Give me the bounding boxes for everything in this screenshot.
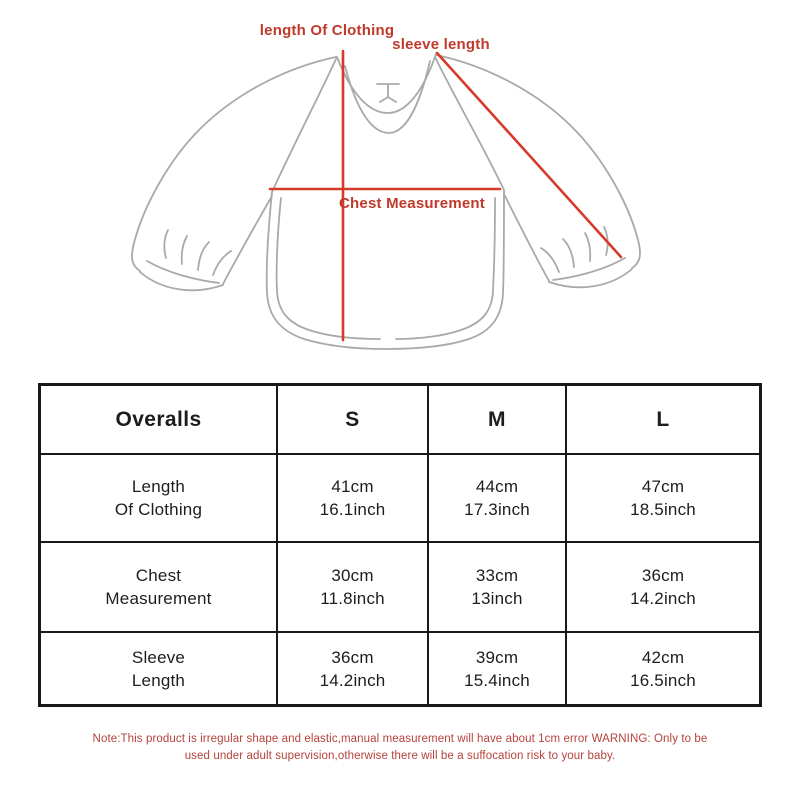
header-overalls-label: Overalls	[115, 407, 202, 431]
value-cm: 36cm	[331, 647, 374, 667]
value-inch: 16.5inch	[630, 670, 696, 690]
value-cm: 33cm	[475, 566, 519, 585]
row-label-length	[41, 455, 278, 543]
chest-m-value	[429, 543, 567, 633]
row-label-line1: Sleeve	[131, 647, 186, 667]
value-inch: 14.2inch	[319, 670, 386, 690]
value-inch: 17.3inch	[464, 500, 530, 519]
value-inch: 18.5inch	[630, 500, 696, 519]
row-label-line2: Of Clothing	[114, 500, 203, 519]
warning-note	[38, 731, 762, 765]
length-l-value	[567, 455, 759, 543]
sleeve-l-value	[567, 633, 759, 704]
sleeve-m-value	[429, 633, 567, 704]
left-cuff	[140, 261, 223, 290]
left-sleeve-inner	[223, 196, 272, 284]
value-cm: 44cm	[475, 477, 519, 496]
header-overalls	[41, 386, 278, 455]
header-m-label: M	[488, 407, 506, 431]
row-label-line1: Chest	[135, 566, 182, 585]
value-cm: 30cm	[331, 566, 374, 585]
sleeve-length-label: sleeve length	[392, 36, 490, 53]
garment-drawing	[0, 0, 800, 375]
row-label-line2: Measurement	[105, 589, 212, 608]
length-of-clothing-label: length Of Clothing	[259, 22, 395, 39]
row-label-sleeve	[41, 633, 278, 704]
length-m-value	[429, 455, 567, 543]
value-cm: 41cm	[331, 477, 374, 496]
chest-l-value	[567, 543, 759, 633]
sleeve-s-value	[278, 633, 429, 704]
value-cm: 42cm	[641, 647, 685, 667]
left-raglan-seam	[272, 59, 336, 192]
left-cuff-gathers	[164, 230, 231, 275]
sleeve-measure-line	[437, 53, 621, 257]
value-cm: 47cm	[641, 477, 685, 496]
chest-measurement-label: Chest Measurement	[339, 195, 485, 212]
value-inch: 11.8inch	[320, 589, 385, 608]
warning-note-line1: Note:This product is irregular shape and elastic,manual measurement will have about 1cm error WARNING: Only to be	[92, 733, 708, 745]
value-inch: 14.2inch	[630, 589, 696, 608]
size-table	[38, 383, 762, 707]
right-raglan-seam	[435, 57, 504, 190]
header-size-l	[567, 386, 759, 455]
right-sleeve-inner	[504, 194, 549, 281]
value-cm: 36cm	[641, 566, 685, 585]
header-size-s	[278, 386, 429, 455]
right-cuff-gathers	[541, 227, 608, 272]
value-inch: 13inch	[471, 589, 523, 608]
value-cm: 39cm	[475, 647, 519, 667]
garment-diagram	[0, 0, 800, 375]
neck-clasp-icon	[377, 84, 399, 102]
header-l-label: L	[656, 407, 670, 431]
value-inch: 15.4inch	[464, 670, 530, 690]
row-label-chest	[41, 543, 278, 633]
left-sleeve-outer	[132, 57, 336, 271]
hem-inner-left	[277, 198, 380, 339]
hem-inner-right	[396, 198, 495, 339]
warning-note-line2: used under adult supervision,otherwise there will be a suffocation risk to your baby.	[184, 750, 616, 762]
value-inch: 16.1inch	[319, 500, 386, 519]
row-label-line1: Length	[131, 477, 186, 496]
row-label-line2: Length	[131, 670, 186, 690]
length-s-value	[278, 455, 429, 543]
header-s-label: S	[345, 407, 360, 431]
header-size-m	[429, 386, 567, 455]
body-outline	[267, 190, 504, 349]
chest-s-value	[278, 543, 429, 633]
right-cuff	[549, 258, 632, 287]
